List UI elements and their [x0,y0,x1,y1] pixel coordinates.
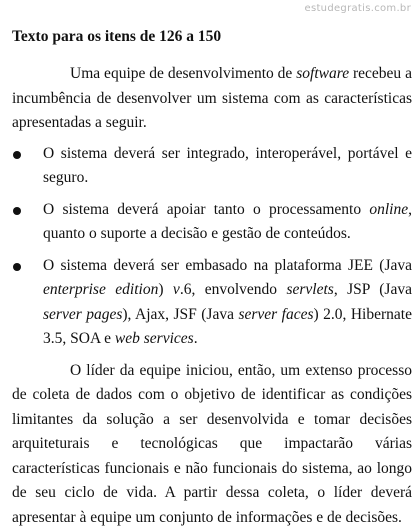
bullet-italic: web services [115,330,194,347]
bullet-text: O sistema deverá ser embasado na plataforma JEE (Java [43,257,412,274]
section-heading: Texto para os itens de 126 a 150 [12,28,221,46]
intro-italic-software: software [296,65,349,82]
bullet-italic: servlets [286,281,333,298]
bullet-text: ) [158,281,173,298]
list-item [12,142,412,191]
intro-text-1: Uma equipe de desenvolvimento de [70,65,296,82]
list-item [12,254,412,352]
bullet-italic: online [369,201,408,218]
bullet-text: ), Ajax, JSF (Java [122,306,238,323]
watermark: estudegratis.com.br [305,3,412,14]
bullet-italic: server faces [238,306,313,323]
bullet-icon [13,151,21,159]
intro-text-2: recebeu a incumbência de desenvolver um sistema com as características apresentadas a seguir. [12,65,412,131]
bullet-text: ) 2.0, Hibernate 3.5, SOA e [43,306,412,348]
bullet-text: , JSP (Java [334,281,412,298]
bullet-text: O sistema deverá apoiar tanto o processamento [43,201,369,218]
bullet-icon [13,207,21,215]
bullet-text: , quanto o suporte a decisão e gestão de conteúdos. [43,201,412,243]
intro-paragraph [12,62,412,136]
bullet-text: .6, envolvendo [180,281,287,298]
bullet-italic: enterprise edition [43,281,158,298]
list-item [12,198,412,247]
bullet-text: O sistema deverá ser integrado, interoperável, portável e seguro. [43,145,412,187]
closing-paragraph: O líder da equipe iniciou, então, um extenso processo de coleta de dados com o objetivo de identificar as condições limitantes da solução a ser desenvolvida e tomar decisões arquiteturais e tecnológicas que impactarão várias características funcionais e não funcionais do sistema, ao longo de seu ciclo de vida. A partir dessa coleta, o líder deverá apresentar à equipe um conjunto de informações e de decisões. [12,359,412,530]
document-body [12,62,412,530]
bullet-text: . [194,330,198,347]
bullet-italic: v [173,281,180,298]
requirements-list [12,142,412,352]
bullet-icon [13,263,21,271]
bullet-italic: server pages [43,306,122,323]
